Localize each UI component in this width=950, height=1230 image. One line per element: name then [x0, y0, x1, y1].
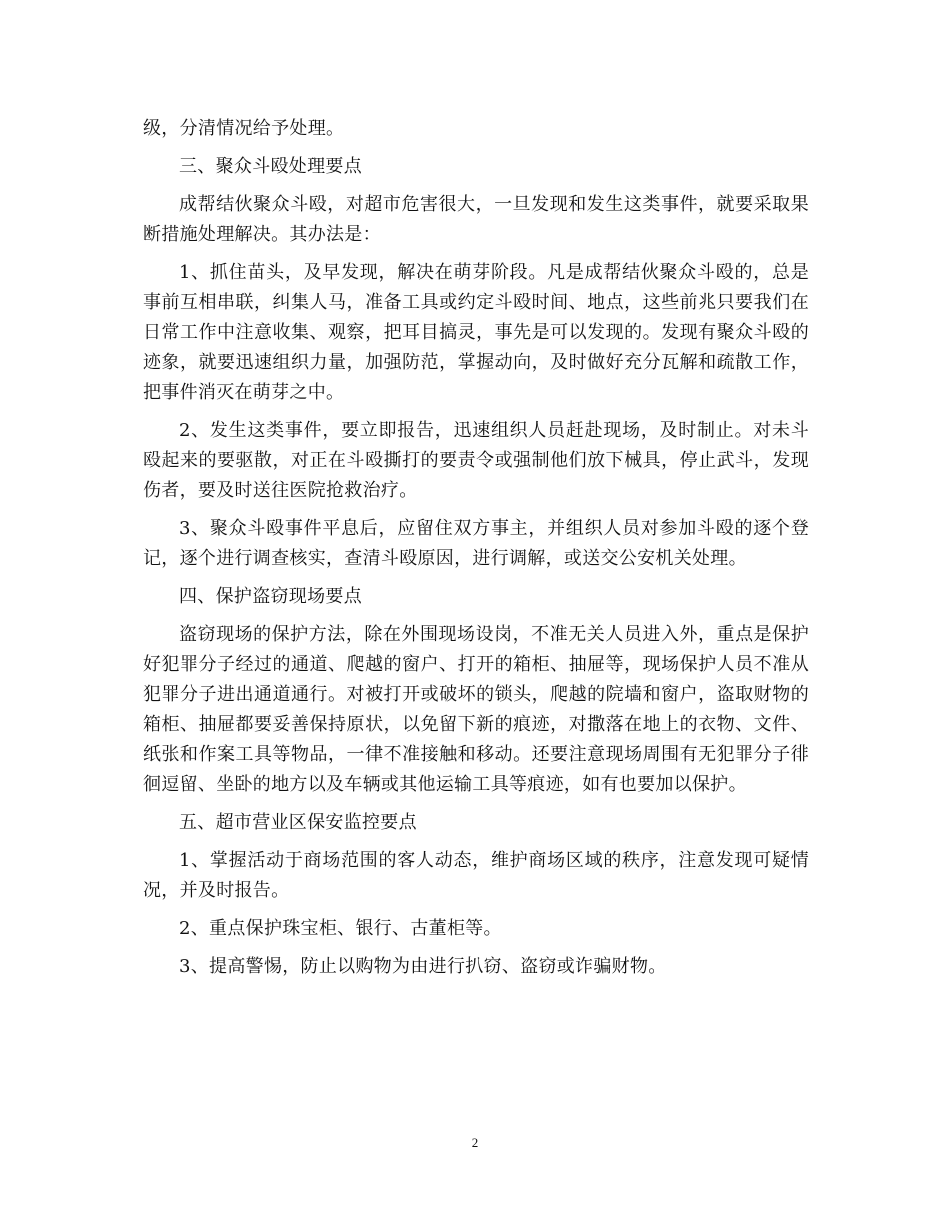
list-item: 3、提高警惕，防止以购物为由进行扒窃、盗窃或诈骗财物。 — [179, 956, 667, 977]
paragraph-continuation: 级，分清情况给予处理。 — [143, 118, 345, 139]
list-item: 2、发生这类事件，要立即报告，迅速组织人员赶赴现场，及时制止。对未斗殴起来的要驱散，对正在斗殴撕打的要责令或强制他们放下械具，停止武斗，发现伤者，要及时送往医院抢救治疗。 — [143, 420, 809, 501]
page-number: 2 — [471, 1135, 479, 1150]
list-item: 1、抓住苗头，及早发现，解决在萌芽阶段。凡是成帮结伙聚众斗殴的，总是事前互相串联，纠集人马，准备工具或约定斗殴时间、地点，这些前兆只要我们在日常工作中注意收集、观察，把耳目搞灵，事先是可以发现的。发现有聚众斗殴的迹象，就要迅速组织力量，加强防范，掌握动向，及时做好充分瓦解和疏散工作，把事件消灭在萌芽之中。 — [143, 262, 809, 403]
section-heading-5: 五、超市营业区保安监控要点 — [179, 812, 417, 833]
document-body — [143, 114, 809, 990]
list-item: 2、重点保护珠宝柜、银行、古董柜等。 — [179, 918, 502, 939]
paragraph: 成帮结伙聚众斗殴，对超市危害很大，一旦发现和发生这类事件，就要采取果断措施处理解决。其办法是： — [143, 194, 809, 245]
section-heading-4: 四、保护盗窃现场要点 — [179, 586, 362, 607]
list-item: 3、聚众斗殴事件平息后，应留住双方事主，并组织人员对参加斗殴的逐个登记，逐个进行调查核实，查清斗殴原因，进行调解，或送交公安机关处理。 — [143, 518, 809, 569]
paragraph: 盗窃现场的保护方法，除在外围现场设岗，不准无关人员进入外，重点是保护好犯罪分子经过的通道、爬越的窗户、打开的箱柜、抽屉等，现场保护人员不准从犯罪分子进出通道通行。对被打开或破坏的锁头，爬越的院墙和窗户，盗取财物的箱柜、抽屉都要妥善保持原状，以免留下新的痕迹，对撒落在地上的衣物、文件、纸张和作案工具等物品，一律不准接触和移动。还要注意现场周围有无犯罪分子徘徊逗留、坐卧的地方以及车辆或其他运输工具等痕迹，如有也要加以保护。 — [143, 624, 809, 795]
list-item: 1、掌握活动于商场范围的客人动态，维护商场区域的秩序，注意发现可疑情况，并及时报告。 — [143, 850, 809, 901]
section-heading-3: 三、聚众斗殴处理要点 — [179, 156, 362, 177]
